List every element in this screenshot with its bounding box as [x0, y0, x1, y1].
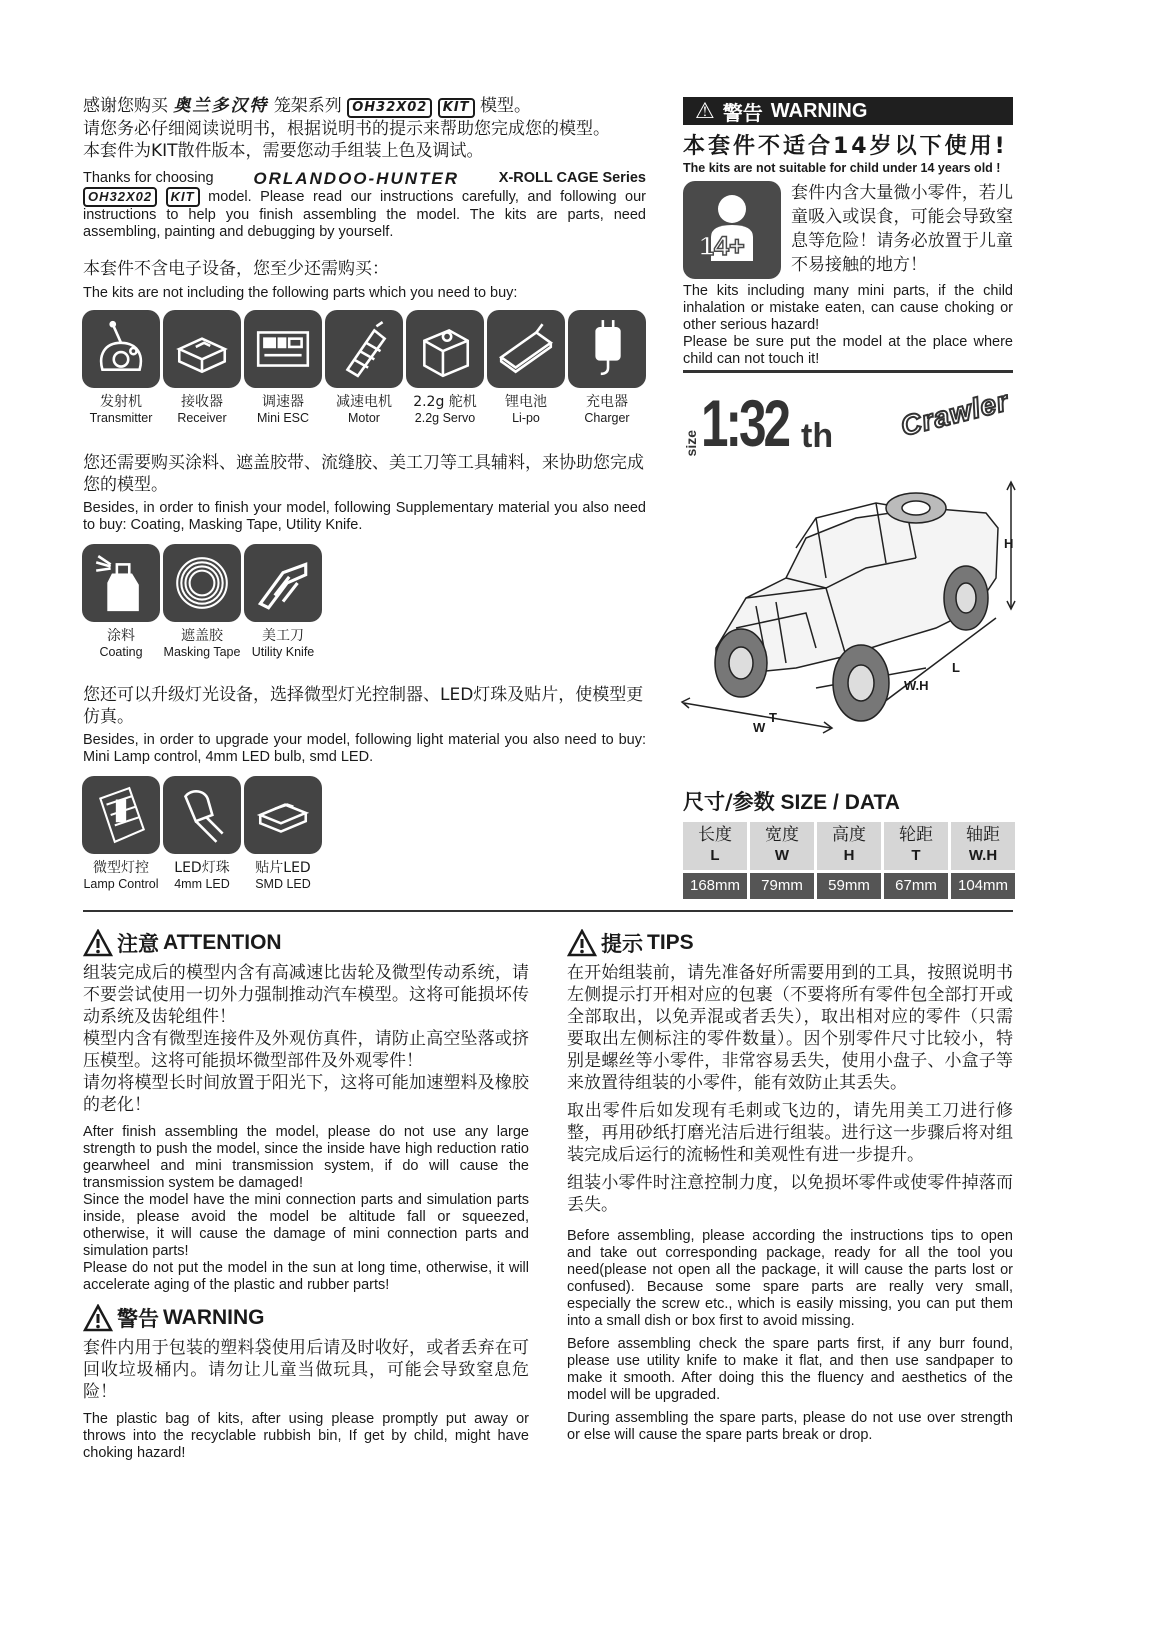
item-label-en: Lamp Control: [83, 877, 159, 891]
warning-box: [683, 97, 1013, 368]
required-cn: 本套件不含电子设备，您至少还需购买：: [83, 259, 389, 279]
item-label-en: Motor: [348, 411, 380, 425]
intro-en-line1: [83, 170, 646, 187]
transmitter-icon: [82, 310, 160, 388]
esc-icon: [244, 310, 322, 388]
tips-cn3: 组装小零件时注意控制力度，以免损坏零件或使零件掉落而丢失。: [567, 1173, 1013, 1215]
tips-title-en: TIPS: [647, 931, 694, 954]
warning2-section: [83, 1303, 529, 1462]
model-logo: OH32X02: [347, 98, 432, 118]
scale-suffix: th: [801, 417, 834, 455]
intro-cn-line3: 本套件为KIT散件版本，需要您动手组装上色及调试。: [83, 141, 484, 161]
size-col-code: W: [750, 846, 814, 870]
tips-icon: [567, 929, 597, 957]
supp-item-utility-knife: [241, 544, 325, 660]
size-col-label: 宽度: [750, 822, 814, 846]
lamp-control-icon: [82, 776, 160, 854]
item-label-cn: 遮盖胶: [181, 628, 223, 644]
supp-item-masking-tape: [160, 544, 244, 660]
warning-detail-cn: 套件内含大量微小零件，若儿童吸入或误食，可能会导致窒息等危险！请务必放置于儿童不易接触的地方！: [791, 183, 1013, 275]
size-col-code: L: [683, 846, 747, 870]
upg-item-led-bulb: [160, 776, 244, 892]
size-col-value: 67mm: [884, 870, 948, 899]
servo-icon: [406, 310, 484, 388]
upg-item-lamp-control: [79, 776, 163, 892]
item-label-cn: 美工刀: [262, 628, 304, 644]
tips-en1: Before assembling, please according the instructions tips to open and take out corresponding package, ready for all the tool you need(please not open all the package, it will cause the parts lost or confused). Because some spare parts are really very small, especially the screw etc., which is easily missing, you can put them into a small dish or box first to avoid missing.: [567, 1228, 1013, 1329]
item-label-en: SMD LED: [255, 877, 311, 891]
warning2-title-cn: 警告: [117, 1307, 159, 1331]
warning-icon: ⚠: [695, 98, 715, 123]
attention-en2: Since the model have the mini connection parts and simulation parts inside, please avoid the model be altitude fall or squeezed, otherwise, it will cause the damage of mini connection parts and simulation parts!: [83, 1192, 529, 1259]
item-label-cn: LED灯珠: [174, 860, 230, 876]
required-item-transmitter: [79, 310, 163, 426]
supp-item-coating: [79, 544, 163, 660]
warning2-cn: 套件内用于包装的塑料袋使用后请及时收好，或者丢弃在可回收垃圾桶内。请勿让儿童当做玩具，可能会导致窒息危险！: [83, 1338, 529, 1402]
age-warning-en: The kits are not suitable for child under 14 years old !: [683, 161, 1001, 175]
brand-en: ORLANDOO-HUNTER: [253, 169, 460, 188]
size-col-label: 轮距: [884, 822, 948, 846]
dim-label-t: T: [769, 710, 777, 725]
tips-cn2: 取出零件后如发现有毛刺或飞边的，请先用美工刀进行修整，再用砂纸打磨光洁后进行组装。进行这一步骤后将对组装完成后运行的流畅性和美观性有进一步提升。: [567, 1101, 1013, 1165]
age-warning-cn: 本套件不适合14岁以下使用!: [683, 134, 1008, 159]
supplementary-cn: 您还需要购买涂料、遮盖胶带、流缝胶、美工刀等工具辅料，来协助您完成您的模型。: [83, 453, 644, 495]
warning-bar: [683, 97, 1013, 125]
intro-en-body-text: model. Please read our instructions carefully, and following our instructions to help you finish assembling the model. The kits are parts, need assembling, painting and debugging by yourself.: [83, 189, 646, 240]
section-divider: [83, 910, 1013, 912]
dim-label-wh: W.H: [904, 678, 929, 693]
attention-section: [83, 928, 529, 1294]
motor-icon: [325, 310, 403, 388]
brand-cn: 奥兰多汉特: [173, 96, 269, 116]
intro-section: [83, 95, 646, 241]
size-col-value: 59mm: [817, 870, 881, 899]
size-table: [680, 822, 1018, 899]
child-icon: [683, 181, 781, 279]
attention-title-cn: 注意: [117, 932, 159, 956]
item-label-en: 2.2g Servo: [414, 411, 476, 425]
upgrade-en: Besides, in order to upgrade your model, following light material you also need to buy: Mini Lamp control, 4mm LED bulb, smd LED.: [83, 732, 646, 765]
size-col-code: W.H: [951, 846, 1015, 870]
supplementary-section: [83, 452, 646, 534]
item-label-en: Transmitter: [89, 411, 153, 425]
item-label-cn: 发射机: [100, 394, 142, 410]
dim-label-l: L: [952, 660, 960, 675]
dim-label-h: H: [1004, 536, 1014, 551]
item-label-cn: 贴片LED: [255, 860, 311, 876]
item-label-cn: 减速电机: [336, 394, 392, 410]
size-col-code: T: [884, 846, 948, 870]
intro-en-series: X-ROLL CAGE Series: [498, 170, 646, 186]
upgrade-cn: 您还可以升级灯光设备，选择微型灯光控制器、LED灯珠及贴片，使模型更仿真。: [83, 685, 644, 727]
item-label-cn: 充电器: [586, 394, 628, 410]
warning2-title: [83, 1303, 529, 1333]
receiver-icon: [163, 310, 241, 388]
required-item-receiver: [160, 310, 244, 426]
model-logo-en: OH32X02: [83, 187, 157, 207]
size-title-en: SIZE / DATA: [780, 791, 900, 814]
item-label-en: Receiver: [177, 411, 227, 425]
size-col-label: 高度: [817, 822, 881, 846]
required-item-battery: [484, 310, 568, 426]
item-label-en: 4mm LED: [174, 877, 230, 891]
attention-title: [83, 928, 529, 958]
car-illustration: [676, 478, 1021, 743]
intro-cn-suffix: 模型。: [479, 96, 531, 116]
attention-cn3: 请勿将模型长时间放置于阳光下，这将可能加速塑料及橡胶的老化！: [83, 1073, 529, 1115]
battery-icon: [487, 310, 565, 388]
warning-bar-cn: 警告: [722, 100, 763, 125]
warning-detail-en2: Please be sure put the model at the place where child can not touch it!: [683, 334, 1013, 367]
item-label-cn: 锂电池: [505, 394, 547, 410]
kit-logo-en: KIT: [166, 187, 200, 207]
item-label-cn: 2.2g 舵机: [413, 394, 477, 410]
required-item-motor: [322, 310, 406, 426]
tips-section: [567, 928, 1013, 1444]
item-label-en: Masking Tape: [163, 645, 241, 659]
size-col-value: 168mm: [683, 870, 747, 899]
warning-detail-en1: The kits including many mini parts, if the child inhalation or mistake eaten, can cause choking or other serious hazard!: [683, 283, 1013, 333]
tips-title-cn: 提示: [601, 932, 643, 956]
scale-number: 1:32: [701, 386, 789, 460]
charger-icon: [568, 310, 646, 388]
upgrade-section: [83, 684, 646, 766]
intro-cn-prefix: 感谢您购买: [83, 96, 168, 116]
attention-en1: After finish assembling the model, please do not use any large strength to push the model, since the inside have high reduction ratio gearwheel and mini transmission system, if do will cause the transmission system be damaged!: [83, 1124, 529, 1191]
scale-badge: [683, 386, 834, 460]
warning2-icon: [83, 1304, 113, 1332]
item-label-en: Mini ESC: [256, 411, 310, 425]
tips-en3: During assembling the spare parts, please do not use over strength or else will cause the spare parts break or drop.: [567, 1410, 1013, 1443]
intro-cn-line1: [83, 95, 646, 118]
intro-cn-line2: 请您务必仔细阅读说明书，根据说明书的提示来帮助您完成您的模型。: [83, 119, 610, 139]
size-col-label: 轴距: [951, 822, 1015, 846]
size-data-section: [683, 786, 1018, 899]
knife-icon: [244, 544, 322, 622]
warning-bar-en: WARNING: [770, 99, 868, 122]
attention-cn1: 组装完成后的模型内含有高减速比齿轮及微型传动系统，请不要尝试使用一切外力强制推动汽车模型。这将可能损坏传动系统及齿轮组件！: [83, 963, 529, 1027]
item-label-cn: 涂料: [107, 628, 135, 644]
intro-en-body: [83, 187, 646, 241]
age-badge: [683, 181, 781, 279]
warning2-title-en: WARNING: [163, 1306, 265, 1329]
scale-size-word: size: [683, 429, 699, 456]
intro-cn-series: 笼架系列: [273, 96, 342, 116]
item-label-en: Coating: [99, 645, 143, 659]
warning2-en: The plastic bag of kits, after using please promptly put away or throws into the recyclable rubbish bin, If get by child, might have choking hazard!: [83, 1411, 529, 1461]
required-item-esc: [241, 310, 325, 426]
upg-item-smd-led: [241, 776, 325, 892]
item-label-cn: 接收器: [181, 394, 223, 410]
intro-en-thanks: Thanks for choosing: [83, 170, 214, 186]
age-badge-text: 14+: [699, 231, 745, 261]
attention-icon: [83, 929, 113, 957]
crawler-logo: Crawler: [897, 385, 1012, 442]
attention-title-en: ATTENTION: [163, 931, 282, 954]
supplementary-en: Besides, in order to finish your model, following Supplementary material you also need to buy: Coating, Masking Tape, Utility Knife.: [83, 500, 646, 533]
item-label-en: Charger: [584, 411, 630, 425]
required-item-servo: [403, 310, 487, 426]
tips-title: [567, 928, 1013, 958]
attention-en3: Please do not put the model in the sun at long time, otherwise, it will accelerate aging of the plastic and rubber parts!: [83, 1260, 529, 1293]
item-label-cn: 微型灯控: [93, 860, 149, 876]
size-title-cn: 尺寸/参数: [683, 790, 775, 814]
smd-led-icon: [244, 776, 322, 854]
size-col-value: 104mm: [951, 870, 1015, 899]
size-col-code: H: [817, 846, 881, 870]
required-item-charger: [565, 310, 649, 426]
tips-en2: Before assembling check the spare parts first, if any burr found, please use utility knife to make it flat, and then use sandpaper to make it smooth. After doing this the fluency and aesthetics of the model will be upgraded.: [567, 1336, 1013, 1403]
tape-icon: [163, 544, 241, 622]
kit-logo: KIT: [438, 98, 475, 118]
warning-box-divider: [683, 370, 1013, 373]
item-label-cn: 调速器: [262, 394, 304, 410]
led-bulb-icon: [163, 776, 241, 854]
size-col-label: 长度: [683, 822, 747, 846]
required-en: The kits are not including the following parts which you need to buy:: [83, 285, 518, 301]
dim-label-w: W: [753, 720, 766, 735]
item-label-en: Utility Knife: [251, 645, 315, 659]
size-data-title: [683, 786, 1018, 816]
item-label-en: Li-po: [512, 411, 540, 425]
tips-cn1: 在开始组装前，请先准备好所需要用到的工具，按照说明书左侧提示打开相对应的包裹（不要将所有零件包全部打开或全部取出，以免弄混或者丢失），取出相对应的零件（只需要取出左侧标注的零件数量）。因个别零件尺寸比较小，特别是螺丝等小零件，非常容易丢失，使用小盘子、小盒子等来放置待组装的小零件，能有效防止其丢失。: [567, 963, 1013, 1093]
required-section: [83, 258, 646, 302]
attention-cn2: 模型内含有微型连接件及外观仿真件，请防止高空坠落或挤压模型。这将可能损坏微型部件及外观零件！: [83, 1029, 529, 1071]
size-col-value: 79mm: [750, 870, 814, 899]
spray-can-icon: [82, 544, 160, 622]
